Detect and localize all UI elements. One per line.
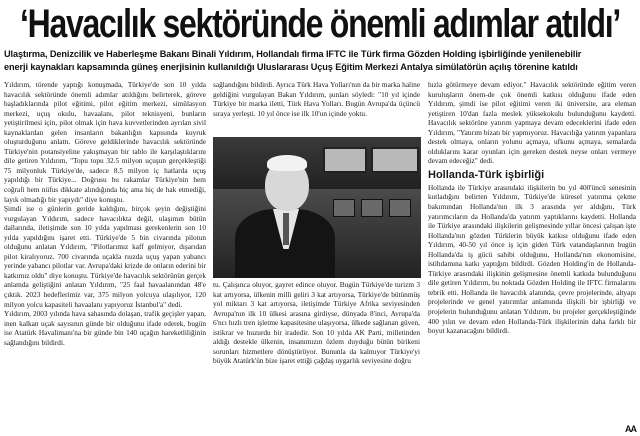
article-column-2-bottom [213, 280, 420, 434]
subheadline-line-1: Ulaştırma, Denizcilik ve Haberleşme Bakanı Binali Yıldırım, Hollandalı firma IFTC ile Türk firma Gözden Holding işbirliğinde yenilenebilir [4, 49, 582, 59]
cockpit-screen [389, 199, 411, 217]
article-column-2-top [213, 80, 420, 136]
person-hair [267, 155, 307, 171]
subheadline [4, 48, 636, 74]
paragraph: hızla götürmeye devam ediyor." Havacılık sektöründe eğitim veren kuruluşların önem-de çok önemli katkısı olduğunu ifade eden Yıldırım, şimdi ise pilot eğitimi veren iki üniversite, ara eleman yetiştiren 10'dan fazla meslek yüksekokulu bulunduğunu kaydetti. Havacılık sektörüne yatırım yapmaya devam edeceklerini ifade eden Yıldırım, "Yatırım bizatı bir yapmıyoruz. Havacılığa yatırım yapanlara destek olmaya, onların yolunu açmaya, ufkunu açmaya, semalarda olduklarını karar oyunları için gereken destek neyse onları vermeye devam edeceğiz" dedi. [428, 80, 636, 166]
agency-logo: AA [625, 424, 636, 434]
article-column-3 [428, 80, 636, 430]
paragraph: sağlandığını bildirdi. Ayrıca Türk Hava Yolları'nın da bir marka haline geldiğini vurgulayan Bakan Yıldırım, şunları söyledi: "10 yıl içinde Türkiye bir marka iletti, Türk Hava Yolları. Bugün Avrupa'da üçüncü sıraya yerleşti. 10 yıl önce ise ilk 10'un içinde yoktu. [213, 80, 420, 118]
cockpit-screen [361, 199, 383, 217]
section-heading: Hollanda-Türk işbirliği [428, 168, 545, 181]
headline: ‘Havacılık sektöründe önemli adımlar atıldı’ [20, 2, 620, 46]
subheadline-line-2: enerji kaynakları kapsamında güneş enerjisinin kullanıldığı Uluslararası Uçuş Eğitim Merkezi Antalya simülatörün açılış törenine katıldı [4, 62, 578, 72]
cockpit-screen [333, 199, 355, 217]
cockpit-window [323, 147, 367, 173]
paragraph: Hollanda ile Türkiye arasındaki ilişkilerin bu yıl 400'üncü senesinin kutladığını belirten Yıldırım, Türkiye'de küresel yatırıma çekme bakımından Hollanda'nın ilk 3 arasında yer aldığını, Türk yatırımcıların da Hollanda'da yatırım yaptıklarını kaydetti. Hollanda ile Türkiye arasındaki ilişkilerin gelişmesinde yıllar öncesi çalışan işte Hollanda'nın gözden Türklerin büyük katkısı olduğunu ifade eden Yıldırım, 40-50 yıl önce iş için giden Türk vatandaşlarının bugün Hollanda'da iş gücü sahibi olduğunu, Hollanda'nın ekonomisine, istihdamına katkı yaptığını bildirdi. Gözden Holding'in de Hollanda-Türkiye arasındaki ilişkinin gelişmesine önemli katkıda bulunduğunu dile getiren Yıldırım, bu noktada Gözden Holding ile IFTC firmalarını tebrik etti. Hollanda ile havacılık alanında, çevre projelerinde, altyapı projelerinde ve genel yatırımlar anlamında ilişkili bir işbirliği ve projelerin bulunduğunu anlatan Yıldırım, bu projeler gerçekleştiğinde 400 yılın ve devam eden Hollanda-Türk ilişkilerinin daha farklı bir boyut kazanacağını bildirdi. [428, 182, 636, 336]
paragraph: Yıldırım, törende yaptığı konuşmada, Türkiye'de son 10 yılda havacılık sektöründe önemli adımlar atıldığını belirterek, göreve başladıklarında pilot eğitimi, pilot eğitim merkezi, simülasyon merkezi, uçuş okulu, havaalanı, pilot teknisyeni, bunların yetiştirilmesi için, pilot olmak için hava kuvvetlerinden ayrılan sivil kaynaklardan gelen insanların bakanlığın kapısında kuyruk oluşturduğunu anlattı. Göreve geldiklerinde havacılık sektöründe Türkiye'nin potansiyeline yakışmayan bir tablo ile karşılaştıklarını dile getiren Yıldırım, "Topu topu 32.5 milyon uçuşun gerçekleştiği 75 milyonluk Türkiye'de, sadece 8.5 milyon iç hatlarda uçuş yapıldığı bir Türkiye... Doğrusu bu rakamlar Türkiye'nin hem coğrafi hem nüfus dikkate alındığında hiç ama hiç de hak etmediği, layık olmadığı bir yapıydı" diye konuştu. [4, 80, 206, 204]
person-in-cockpit-photo [213, 137, 421, 278]
person-tie [283, 213, 289, 245]
paragraph: Yıldırım, 2003 yılında hava sahasında dolaşan, trafik geçişler yapan, inen kalkan uçak sayısının günde bir olduğunu ifade ederek, bugün ise Atatürk Havalimanı'na bir günde bin 140 uçağın hareketliliğinin sağlandığını bildirdi. [4, 309, 206, 347]
paragraph: Şimdi ise o günlerin geride kaldığını, birçok şeyin değiştiğini vurgulayan Yıldırım, sadece havacılıkta değil, ulaşımın bütün dallarında, iletişimde son 10 yılda yapılması gerekenlerin son 10 yılda yapıldığını işaret etti. Türkiye'de 5 bin civarında pilotun olduğunu anlatan Yıldırım, "Pilotlarımız kaff gelmiyor, dışarıdan pilot kiralıyoruz. 700 civarında uçakla rıuzda uçuş yapan yabancı yerinde yabancı pilotlar var. Avrupa'daki krizde de onların ederini bir katkımız oldu" diye konuştu. Türkiye'de havacılık sektörünün gerçek anlamda geliştiğini anlatan Yıldırım, "25 faal havaalanından 48'e çıktık. 2023 hedeflerimiz var, 375 milyon yolcuya ulaşılıyor, 120 milyon yolcu kapasiteli havaalanı yapıyoruz İstanbul'a" dedi. [4, 204, 206, 309]
article-column-1 [4, 80, 206, 434]
cockpit-window [371, 147, 419, 173]
paragraph: tu. Çalışınca oluyor, gayret edince oluyor. Bugün Türkiye'de turizm 3 kat artıyorsa, ülkenin milli geliri 3 kat artıyorsa, Türkiye'de bütünmüş yol miktarı 3 kat artıyorsa, iletişimde Türkiye Afrika seviyesinden Avrupa'nın ilk 10 ülkesi arasına girdiyse, dünyada 8'inci, Avrupa'da 6'ncı hızlı tren işletme kapasitesine ulaşıyorsa, ülkede sağlanan güven, istikrar ve huzurdu bir iradedir. Son 10 yılda AK Parti, milletinden aldığı destekle ülkenin, insanımızın özlem duyduğu bütün birikeni sorunları hizmetlere dönüştürüyor. Bununla da kalmıyor Türkiye'yi büyük Atatürk'ün bize işaret ettiği çağdaş uygarlık seviyesine doğru [213, 280, 420, 366]
